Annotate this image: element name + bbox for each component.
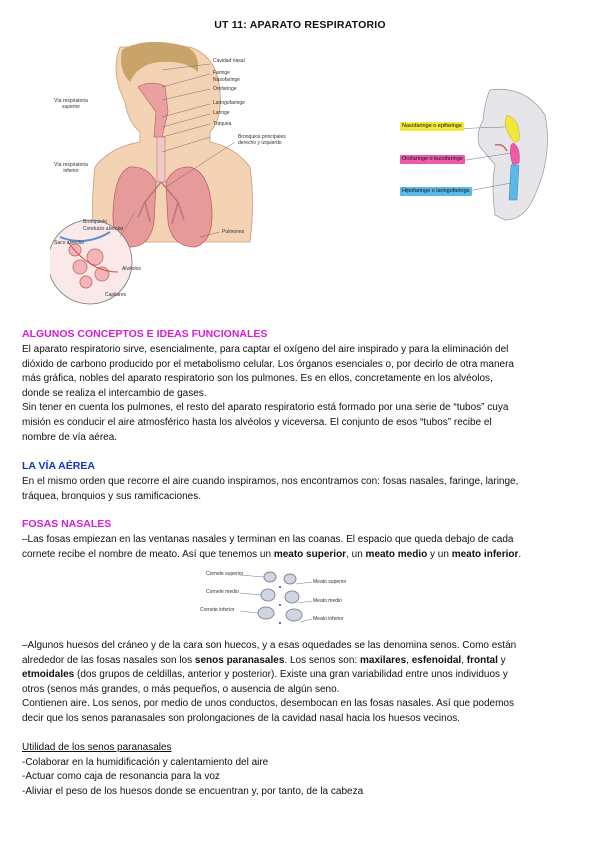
label-cornete-medio: Cornete medio: [206, 589, 239, 595]
paragraph-fosas-2: [22, 639, 582, 727]
text-span: cornete recibe el nombre de meato. Así que tenemos un: [22, 548, 274, 560]
heading-conceptos: ALGUNOS CONCEPTOS E IDEAS FUNCIONALES: [22, 328, 268, 340]
label-faringe: Faringe: [213, 70, 230, 76]
text-span: y un: [427, 548, 452, 560]
label-cornete-superior: Cornete superior: [206, 571, 244, 577]
label-alveolos: Alvéolos: [122, 266, 141, 272]
label-meato-inferior: Meato inferior: [313, 616, 344, 622]
term-maxilares: maxilares: [360, 654, 407, 666]
paragraph-fosas-1: [22, 533, 582, 562]
label-meato-medio: Meato medio: [313, 598, 342, 604]
term-meato-superior: meato superior: [273, 548, 347, 560]
label-via-inferior: Vía respiratoria inferior: [54, 162, 88, 174]
text-span: , un: [346, 548, 366, 560]
text-line: –Algunos huesos del cráneo y de la cara son huecos, y a esas oquedades se las denomina senos. Como están: [22, 640, 517, 651]
heading-fosas-nasales: FOSAS NASALES: [22, 518, 112, 530]
term-frontal: frontal: [466, 654, 498, 666]
text-line: En el mismo orden que recorre el aire cuando inspiramos, nos encontramos con: fosas nasales, faringe, laringe,: [22, 476, 519, 487]
tag-orofaringe: Orofaringe o bucofaringe: [402, 156, 463, 162]
text-line: dióxido de carbono producido por el metabolismo celular. Los órganos esenciales o, por decirlo de otra manera: [22, 358, 514, 370]
text-span: (dos grupos de celdillas, anterior y posterior). Existe una gran variabilidad entre unos individuos y: [74, 669, 508, 681]
subheading-utilidad: Utilidad de los senos paranasales: [22, 742, 172, 753]
text-span: y: [497, 654, 506, 666]
label-bronquios: Bronquios principales derecho y izquierdo: [238, 134, 286, 146]
text-line: El aparato respiratorio sirve, esencialmente, para captar el oxígeno del aire inspirado y para la eliminación del: [22, 344, 509, 355]
text-span: .: [518, 548, 522, 560]
text-line: Contienen aire. Los senos, por medio de unos conductos, desembocan en las fosas nasales. Así que podemos: [22, 698, 514, 710]
text-line: misión es conducir el aire atmosférico hasta los alvéolos y viceversa. El conjunto de esos “tubos” recibe el: [22, 416, 492, 428]
page-title: UT 11: APARATO RESPIRATORIO: [214, 19, 386, 31]
label-laringofaringe: Laringofaringe: [213, 100, 245, 106]
text-line: nombre de vía aérea.: [22, 431, 118, 443]
heading-via-aerea: LA VÍA AÉREA: [22, 460, 95, 472]
label-traquea: Tráquea: [213, 121, 232, 127]
text-span: ,: [406, 654, 412, 666]
list-item: -Actuar como caja de resonancia para la voz: [22, 771, 220, 783]
respiratory-illustration: [50, 42, 300, 310]
label-nasofaringe: Nasofaringe: [213, 77, 240, 83]
term-meato-inferior: meato inferior: [451, 548, 519, 560]
pharynx-figure: [395, 85, 555, 225]
text-line: [22, 654, 582, 669]
label-pulmones: Pulmones: [222, 229, 245, 235]
list-item: -Colaborar en la humidificación y calentamiento del aire: [22, 756, 269, 768]
text-span: alrededor de las fosas nasales son los: [22, 654, 195, 666]
term-meato-medio: meato medio: [365, 548, 428, 560]
text-span: . Los senos son:: [284, 654, 360, 666]
label-laringe: Laringe: [213, 110, 230, 116]
text-line: decir que los senos paranasales son prolongaciones de la cavidad nasal hacia los huesos vecinos.: [22, 712, 461, 724]
tag-nasofaringe: Nasofaringe o epifaringe: [402, 123, 462, 129]
text-line: [22, 668, 582, 683]
text-line: Sin tener en cuenta los pulmones, el resto del aparato respiratorio está formado por una serie de “tubos” cuya: [22, 402, 509, 414]
label-conducto-alveolar: Conducto alveolar: [83, 226, 124, 232]
text-line: donde se realiza el intercambio de gases.: [22, 387, 207, 399]
text-line: más gráfica, nobles del aparato respiratorio son los pulmones. Es en ellos, concretamente en los alvéolos,: [22, 373, 493, 385]
paragraph-conceptos-1: [22, 343, 582, 445]
text-span: ,: [461, 654, 467, 666]
label-bronquiolo: Bronquiolo: [83, 219, 107, 225]
paragraph-via-aerea: [22, 475, 582, 504]
label-capilares: Capilares: [105, 292, 127, 298]
label-via-superior: Vía respiratoria superior: [54, 98, 88, 110]
text-line: tráquea, bronquios y sus ramificaciones.: [22, 490, 201, 502]
list-item: -Aliviar el peso de los huesos donde se encuentran y, por tanto, de la cabeza: [22, 785, 364, 797]
label-saco-alveolar: Saco alveolar: [54, 240, 85, 246]
term-senos-paranasales: senos paranasales: [194, 654, 285, 666]
term-etmoidales: etmoidales: [22, 669, 75, 681]
text-line: [22, 548, 582, 563]
text-line: –Las fosas empiezan en las ventanas nasales y terminan en las coanas. El espacio que queda debajo de cada: [22, 534, 514, 545]
list-utilidad-senos: [22, 741, 582, 799]
label-cavidad-nasal: Cavidad nasal: [213, 58, 245, 64]
respiratory-system-figure: [50, 42, 300, 310]
meatos-figure: [200, 567, 350, 627]
label-orofaringe: Orofaringe: [213, 86, 237, 92]
term-esfenoidal: esfenoidal: [411, 654, 462, 666]
tag-hipofaringe: Hipofaringe o laringofaringe: [402, 188, 470, 194]
label-meato-superior: Meato superior: [313, 579, 347, 585]
label-cornete-inferior: Cornete inferior: [200, 607, 235, 613]
text-line: otros (senos más grandes, o más pequeños, o ausencia de algún seno.: [22, 683, 340, 695]
